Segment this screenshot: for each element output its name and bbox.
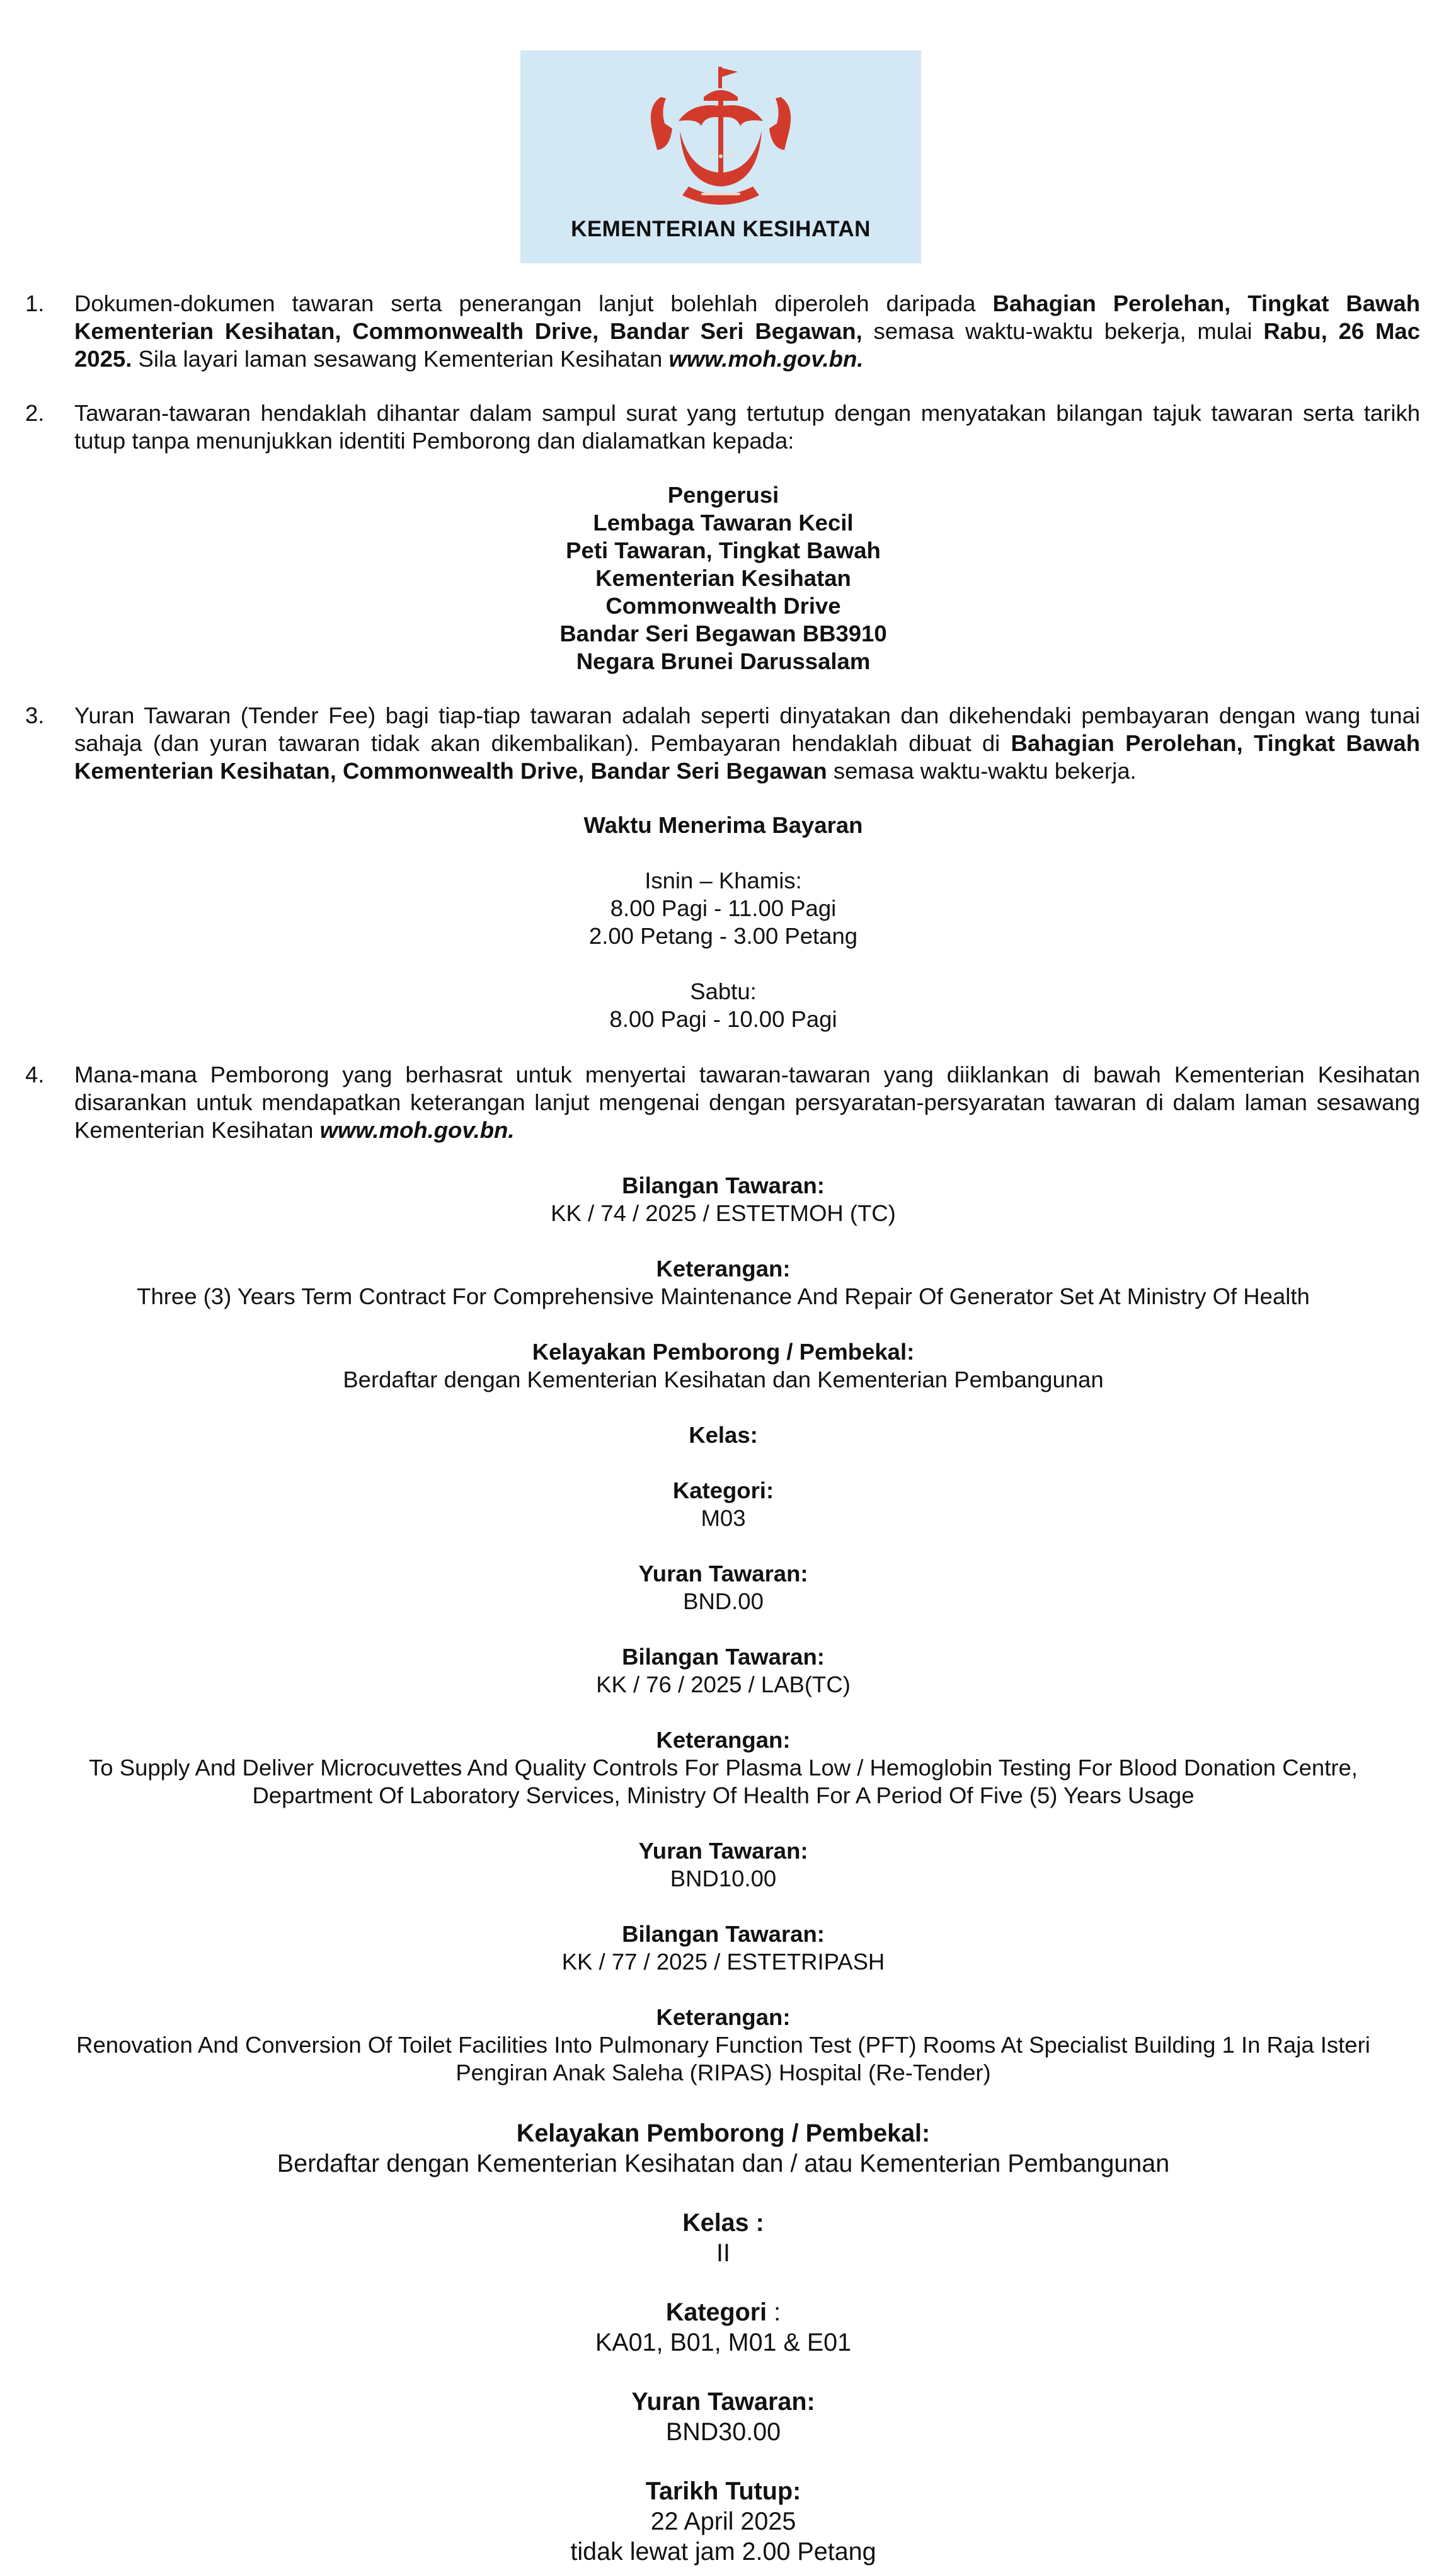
- tender-1-eligibility: [25, 1338, 1421, 1394]
- clause-2: [25, 399, 1420, 455]
- payment-hours-title: [25, 811, 1421, 839]
- clause-text: Sila layari laman sesawang Kementerian Kesihatan: [132, 346, 669, 372]
- class-label: Kelas :: [682, 2209, 764, 2237]
- address-line: Pengerusi: [667, 482, 779, 508]
- description-value: Three (3) Years Term Contract For Comprehensive Maintenance And Repair Of Generator Set At Ministry Of Health: [137, 1283, 1310, 1309]
- tender-number-value: KK / 77 / 2025 / ESTETRIPASH: [561, 1949, 885, 1975]
- eligibility-value: Berdaftar dengan Kementerian Kesihatan dan Kementerian Pembangunan: [343, 1367, 1104, 1392]
- clause-bold-location: Bahagian Perolehan, Tingkat Bawah Kementerian Kesihatan, Commonwealth Drive, Bandar Seri Begawan: [74, 730, 1420, 784]
- closing-date-value: 22 April 2025: [650, 2508, 796, 2535]
- tender-3-eligibility: [25, 2118, 1421, 2179]
- fee-label: Yuran Tawaran:: [638, 1838, 808, 1864]
- tender-1-fee: [25, 1560, 1421, 1615]
- description-value: Renovation And Conversion Of Toilet Facilities Into Pulmonary Function Test (PFT) Rooms At Specialist Building 1 In Raja Isteri: [76, 2032, 1370, 2058]
- closing-date: [25, 2476, 1421, 2567]
- payment-hours-weekday: [25, 867, 1421, 950]
- category-label: Kategori: [665, 2298, 767, 2326]
- address-line: Bandar Seri Begawan BB3910: [559, 621, 887, 646]
- eligibility-label: Kelayakan Pemborong / Pembekal:: [516, 2119, 931, 2147]
- closing-date-label: Tarikh Tutup:: [645, 2477, 801, 2505]
- eligibility-label: Kelayakan Pemborong / Pembekal:: [532, 1339, 915, 1365]
- clause-bold-date: Rabu, 26 Mac 2025.: [74, 318, 1420, 372]
- closing-time-value: tidak lewat jam 2.00 Petang: [570, 2538, 876, 2566]
- category-colon: :: [767, 2298, 781, 2326]
- clause-text: Yuran Tawaran (Tender Fee) bagi tiap-tiap tawaran adalah seperti dinyatakan dan dikehendaki pembayaran dengan wang tunai sahaja (dan yuran tawaran tidak akan dikembalikan). Pembayaran hendaklah dibuat di: [74, 703, 1420, 756]
- clause-text: Mana-mana Pemborong yang berhasrat untuk menyertai tawaran-tawaran yang diiklankan di bawah Kementerian Kesihatan disarankan untuk mendapatkan keterangan lanjut mengenai dengan persyaratan-persyaratan tawaran di dalam laman sesawang Kementerian Kesihatan: [74, 1062, 1420, 1143]
- description-value: Pengiran Anak Saleha (RIPAS) Hospital (Re-Tender): [456, 2060, 991, 2085]
- clause-number: 2.: [25, 400, 45, 426]
- weekday-slot: 8.00 Pagi - 11.00 Pagi: [610, 895, 837, 921]
- category-label: Kategori:: [672, 1477, 774, 1503]
- tender-1-class: [25, 1421, 1421, 1449]
- address-block: [25, 481, 1421, 675]
- tender-3-number: [25, 1920, 1421, 1976]
- website-link[interactable]: www.moh.gov.bn.: [668, 346, 864, 372]
- tender-2-number: [25, 1643, 1421, 1699]
- tender-3-fee: [25, 2387, 1421, 2447]
- description-label: Keterangan:: [656, 1727, 791, 1753]
- eligibility-value: Berdaftar dengan Kementerian Kesihatan dan / atau Kementerian Pembangunan: [277, 2150, 1170, 2177]
- tender-1-category: [25, 1477, 1421, 1532]
- address-line: Negara Brunei Darussalam: [576, 648, 871, 674]
- clause-1: [25, 290, 1420, 373]
- fee-value: BND.00: [683, 1588, 764, 1614]
- address-line: Peti Tawaran, Tingkat Bawah: [566, 537, 881, 563]
- payment-hours-saturday: [25, 978, 1421, 1033]
- tender-1-number: [25, 1172, 1421, 1227]
- clause-text: semasa waktu-waktu bekerja.: [827, 758, 1137, 784]
- class-value: II: [716, 2239, 730, 2267]
- tender-3-description: [25, 2004, 1421, 2087]
- tender-3-class: [25, 2208, 1421, 2268]
- tender-number-value: KK / 76 / 2025 / LAB(TC): [596, 1672, 851, 1697]
- fee-label: Yuran Tawaran:: [638, 1561, 808, 1586]
- ministry-name: KEMENTERIAN KESIHATAN: [571, 217, 871, 241]
- brunei-crest-icon: [636, 60, 806, 212]
- tender-number-label: Bilangan Tawaran:: [622, 1644, 825, 1670]
- address-line: Lembaga Tawaran Kecil: [593, 510, 854, 536]
- clause-text: Tawaran-tawaran hendaklah dihantar dalam sampul surat yang tertutup dengan menyatakan bilangan tajuk tawaran serta tarikh tutup tanpa menunjukkan identiti Pemborong dan dialamatkan kepada:: [74, 400, 1420, 454]
- clause-text: Dokumen-dokumen tawaran serta penerangan lanjut bolehlah diperoleh daripada: [74, 290, 993, 316]
- fee-label: Yuran Tawaran:: [631, 2388, 815, 2416]
- category-value: M03: [701, 1505, 746, 1531]
- ministry-logo-box: [520, 50, 921, 263]
- saturday-label: Sabtu:: [690, 978, 757, 1004]
- clause-number: 1.: [25, 290, 45, 316]
- tender-number-label: Bilangan Tawaran:: [622, 1921, 825, 1947]
- tender-number-value: KK / 74 / 2025 / ESTETMOH (TC): [551, 1200, 896, 1226]
- description-label: Keterangan:: [656, 1256, 791, 1282]
- clause-number: 4.: [25, 1062, 45, 1087]
- description-value: Department Of Laboratory Services, Ministry Of Health For A Period Of Five (5) Years Usage: [252, 1782, 1195, 1808]
- fee-value: BND10.00: [670, 1866, 777, 1891]
- saturday-slot: 8.00 Pagi - 10.00 Pagi: [609, 1006, 837, 1032]
- tender-2-description: [25, 1726, 1421, 1809]
- clause-number: 3.: [25, 703, 45, 728]
- website-link[interactable]: www.moh.gov.bn.: [319, 1117, 515, 1143]
- tender-3-category: [25, 2297, 1421, 2358]
- address-line: Commonwealth Drive: [605, 593, 841, 619]
- tender-2-fee: [25, 1837, 1421, 1893]
- address-line: Kementerian Kesihatan: [595, 565, 851, 591]
- class-label: Kelas:: [689, 1422, 758, 1448]
- fee-value: BND30.00: [665, 2418, 781, 2446]
- clause-3: [25, 702, 1420, 785]
- weekday-slot: 2.00 Petang - 3.00 Petang: [588, 923, 858, 949]
- tender-number-label: Bilangan Tawaran:: [622, 1173, 825, 1198]
- clause-4: [25, 1061, 1420, 1144]
- weekday-label: Isnin – Khamis:: [645, 868, 802, 893]
- category-value: KA01, B01, M01 & E01: [595, 2329, 852, 2356]
- clause-text: semasa waktu-waktu bekerja, mulai: [862, 318, 1264, 344]
- tender-1-description: [25, 1255, 1421, 1310]
- payment-hours-heading: Waktu Menerima Bayaran: [583, 812, 863, 838]
- description-value: To Supply And Deliver Microcuvettes And Quality Controls For Plasma Low / Hemoglobin Testing For Blood Donation Centre,: [89, 1755, 1358, 1781]
- description-label: Keterangan:: [656, 2004, 791, 2030]
- clause-bold-location: Bahagian Perolehan, Tingkat Bawah Kementerian Kesihatan, Commonwealth Drive, Bandar Seri Begawan,: [74, 290, 1420, 344]
